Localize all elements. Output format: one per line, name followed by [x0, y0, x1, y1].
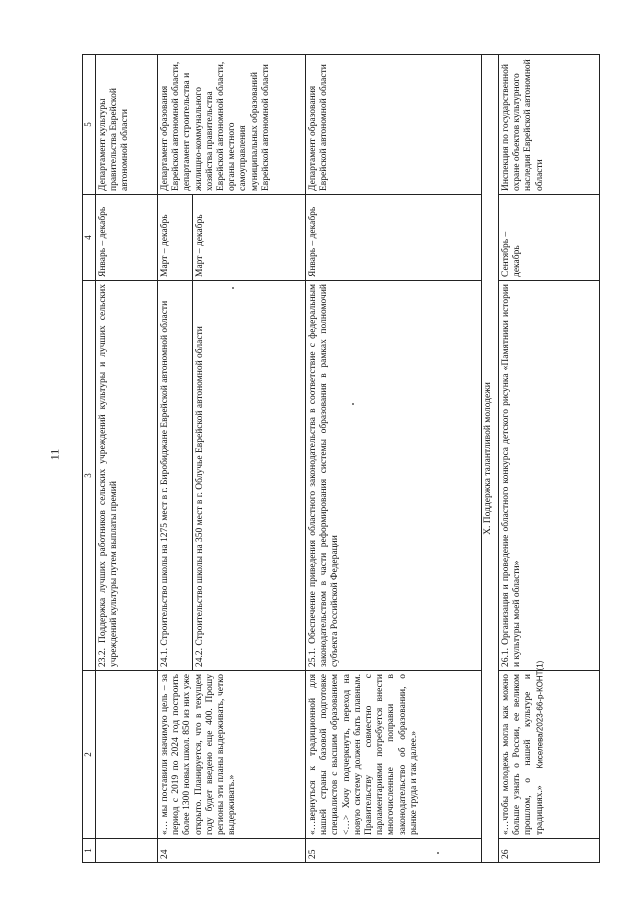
- header-col-4: 4: [83, 195, 96, 281]
- term-24-1: Март – декабрь: [160, 214, 170, 277]
- measure-24-1: 24.1. Строительство школы на 1275 мест в г. Биробиджане Еврейской автономной области: [160, 300, 170, 667]
- row-number-cell: 26: [499, 839, 600, 863]
- table-header-row: [83, 55, 96, 863]
- document-table-container: [82, 55, 600, 863]
- row-number-cell: 25: [306, 839, 482, 863]
- row-number-cell: 24: [158, 839, 306, 863]
- quote-cell: «… мы поставили значимую цель – за период с 2019 по 2024 год построить более 1300 новых школ. 850 из них уже открыто. Планируется, что в текущем году будет введено еще 400. Прошу регионы эти планы выдерживать, четко выдерживать.»: [158, 671, 306, 839]
- scan-dot: [437, 852, 439, 854]
- document-code: Киселева/2023-66-р-КОНТ(1): [535, 660, 545, 769]
- term-cell: [158, 195, 306, 281]
- section-title: X. Поддержка талантливой молодежи: [482, 55, 499, 863]
- measure-24-2: 24.2. Строительство школы на 350 мест в г. Облучье Еврейской автономной области: [192, 281, 208, 670]
- header-col-2: 2: [83, 671, 96, 839]
- measure-cell: [158, 281, 306, 671]
- section-header-row: [482, 55, 499, 863]
- scan-dot: [352, 403, 354, 405]
- row-number-cell: [96, 839, 158, 863]
- executor-cell: Департамент образования Еврейской автономной области, департамент строительства и жилищно-коммунального хозяйства правительства Еврейской автономной области, органы местного самоуправления муниципальных образований Еврейской автономной области: [158, 55, 306, 195]
- header-col-1: 1: [83, 839, 96, 863]
- quote-cell: «…вернуться к традиционной для нашей страны базовой подготовке специалистов с высшим образованием <…> Хочу подчеркнуть, переход на новую систему должен быть плавным. Правительству совместно с парламентариями потребуется внести многочисленные поправки в законодательство об образовании, о рынке труда и так далее.»: [306, 671, 482, 839]
- quote-cell: [96, 671, 158, 839]
- table-row: [499, 55, 600, 863]
- table-row: [306, 55, 482, 863]
- term-cell: Сентябрь – декабрь: [499, 195, 600, 281]
- executor-cell: Инспекция по государственной охране объектов культурного наследия Еврейской автономной области: [499, 55, 600, 195]
- measure-cell: 26.1. Организация и проведение областного конкурса детского рисунка «Памятники истории и культуры моей области»: [499, 281, 600, 671]
- scan-dot: [232, 287, 234, 289]
- page-number: 11: [47, 448, 62, 461]
- table-row: [96, 55, 158, 863]
- quote-cell: «…чтобы молодежь могла как можно больше узнать о России, ее великом прошлом, о нашей культуре и традициях.»: [499, 671, 600, 839]
- term-24-2: Март – декабрь: [192, 195, 208, 280]
- measures-table: [82, 54, 600, 863]
- measure-cell: 23.2. Поддержка лучших работников сельских учреждений культуры и лучших сельских учреждений культуры путем выплаты премий: [96, 281, 158, 671]
- measure-cell: 25.1. Обеспечение приведения областного законодательства в соответствие с федеральным законодательством в части реформирования системы образования в рамках полномочий субъекта Российской Федерации: [306, 281, 482, 671]
- term-cell: Январь – декабрь: [306, 195, 482, 281]
- executor-cell: Департамент образования Еврейской автономной области: [306, 55, 482, 195]
- header-col-3: 3: [83, 281, 96, 671]
- table-row: [158, 55, 306, 863]
- executor-cell: Департамент культуры правительства Еврейской автономной области: [96, 55, 158, 195]
- header-col-5: 5: [83, 55, 96, 195]
- term-cell: Январь – декабрь: [96, 195, 158, 281]
